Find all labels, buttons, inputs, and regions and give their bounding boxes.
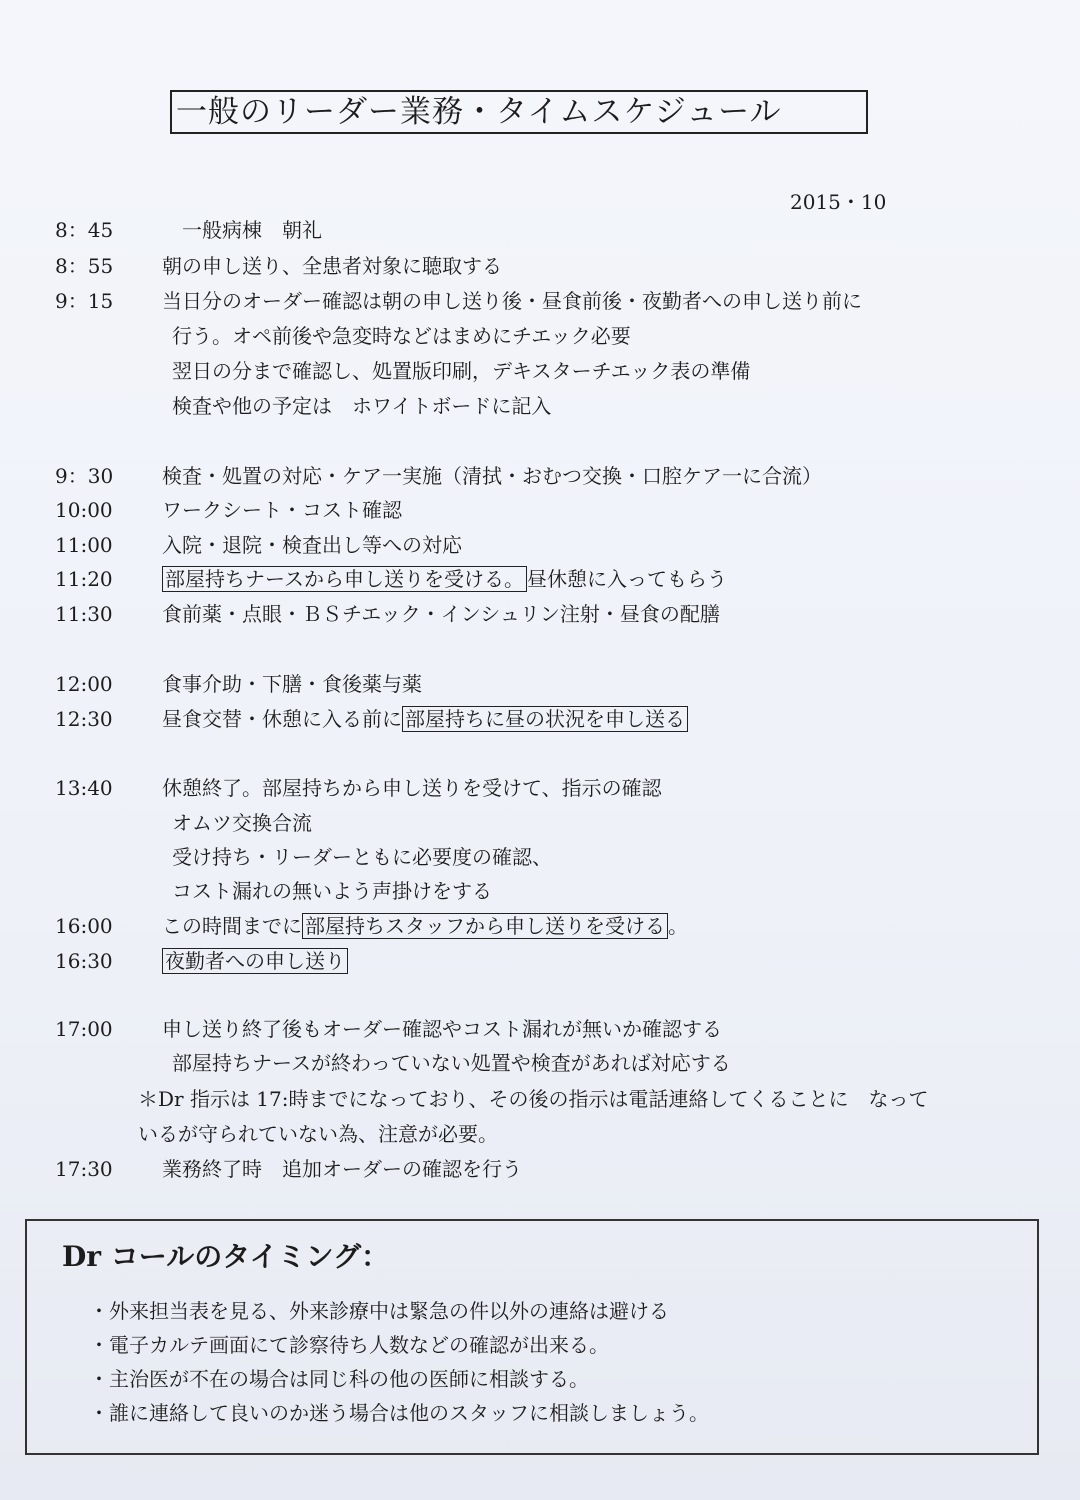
task-text: 検査・処置の対応・ケア一実施（清拭・おむつ交換・口腔ケア一に合流） [162,464,822,488]
schedule-row-continued [0,1048,1080,1078]
task-text: 申し送り終了後もオーダー確認やコスト漏れが無いか確認する [162,1017,722,1041]
task-text: 行う。オペ前後や急変時などはまめにチエック必要 [172,324,631,348]
time-label: 16:00 [55,914,113,938]
schedule-row [0,704,1080,734]
task-text: ワークシート・コスト確認 [162,498,402,522]
schedule-row [0,773,1080,803]
task-text [162,704,688,734]
schedule-row-continued [0,876,1080,906]
time-label: 8：55 [55,254,114,278]
task-text: 部屋持ちナースが終わっていない処置や検査があれば対応する [172,1051,731,1075]
highlighted-task: 夜勤者への申し送り [162,948,348,974]
time-label: 9：15 [55,289,114,313]
schedule-row-continued [0,808,1080,838]
time-label: 12:30 [55,707,113,731]
schedule-row [0,495,1080,525]
task-text: 業務終了時 追加オーダーの確認を行う [162,1157,522,1181]
dr-call-item: ・誰に連絡して良いのか迷う場合は他のスタッフに相談しましょう。 [89,1401,709,1425]
dr-call-box [25,1219,1039,1455]
schedule-row [0,1154,1080,1184]
task-text: 入院・退院・検査出し等への対応 [162,533,462,557]
task-text [162,564,727,594]
task-text: 翌日の分まで確認し、処置版印刷，デキスターチエック表の準備 [172,359,751,383]
task-text: 食事介助・下膳・食後薬与薬 [162,672,422,696]
schedule-row [0,911,1080,941]
note-text: ＊Dr 指示は 17:時までになっており、その後の指示は電話連絡してくることに なって [138,1087,929,1111]
task-text-after: 。 [668,914,688,938]
schedule-row-continued [0,356,1080,386]
schedule-row [0,215,1080,245]
task-text [162,946,348,976]
time-label: 17:30 [55,1157,113,1181]
time-label: 16:30 [55,949,113,973]
dr-call-item: ・主治医が不在の場合は同じ科の他の医師に相談する。 [89,1367,589,1391]
caution-note [0,1084,1080,1114]
time-label: 11:20 [55,567,113,591]
highlighted-task: 部屋持ちに昼の状況を申し送る [402,706,688,732]
dr-call-title: Dr コールのタイミング： [62,1240,390,1273]
document-date: 2015・10 [790,190,887,214]
schedule-row [0,461,1080,491]
task-text-before: この時間までに [162,914,302,938]
time-label: 10:00 [55,498,113,522]
dr-call-item: ・外来担当表を見る、外来診療中は緊急の件以外の連絡は避ける [89,1299,669,1323]
caution-note [0,1119,1080,1149]
time-label: 17:00 [55,1017,113,1041]
task-text-after: 昼休憩に入ってもらう [527,567,727,591]
task-text: 朝の申し送り、全患者対象に聴取する [162,254,502,278]
schedule-row [0,669,1080,699]
task-text: 受け持ち・リーダーともに必要度の確認、 [172,845,552,869]
dr-call-item: ・電子カルテ画面にて診察待ち人数などの確認が出来る。 [89,1333,609,1357]
schedule-row [0,564,1080,594]
schedule-row [0,251,1080,281]
schedule-row [0,599,1080,629]
page-title: 一般のリーダー業務・タイムスケジュール [170,90,868,134]
schedule-row-continued [0,391,1080,421]
time-label: 11:30 [55,602,113,626]
time-label: 13:40 [55,776,113,800]
task-text: 当日分のオーダー確認は朝の申し送り後・昼食前後・夜勤者への申し送り前に [162,289,862,313]
task-text: 食前薬・点眼・ＢＳチエック・インシュリン注射・昼食の配膳 [162,602,720,626]
highlighted-task: 部屋持ちスタッフから申し送りを受ける [302,913,668,939]
task-text: 休憩終了。部屋持ちから申し送りを受けて、指示の確認 [162,776,662,800]
highlighted-task: 部屋持ちナースから申し送りを受ける。 [162,566,527,592]
schedule-row [0,530,1080,560]
task-text [162,911,688,941]
task-text-before: 昼食交替・休憩に入る前に [162,707,402,731]
schedule-row [0,946,1080,976]
task-text: オムツ交換合流 [172,811,312,835]
time-label: 12:00 [55,672,113,696]
schedule-row-continued [0,321,1080,351]
time-label: 11:00 [55,533,113,557]
note-text: いるが守られていない為、注意が必要。 [138,1122,498,1146]
task-text: 一般病棟 朝礼 [162,218,322,242]
time-label: 9：30 [55,464,114,488]
time-label: 8：45 [55,218,114,242]
schedule-row-continued [0,842,1080,872]
schedule-row [0,1014,1080,1044]
task-text: コスト漏れの無いよう声掛けをする [172,879,492,903]
schedule-row [0,286,1080,316]
task-text: 検査や他の予定は ホワイトボードに記入 [172,394,552,418]
